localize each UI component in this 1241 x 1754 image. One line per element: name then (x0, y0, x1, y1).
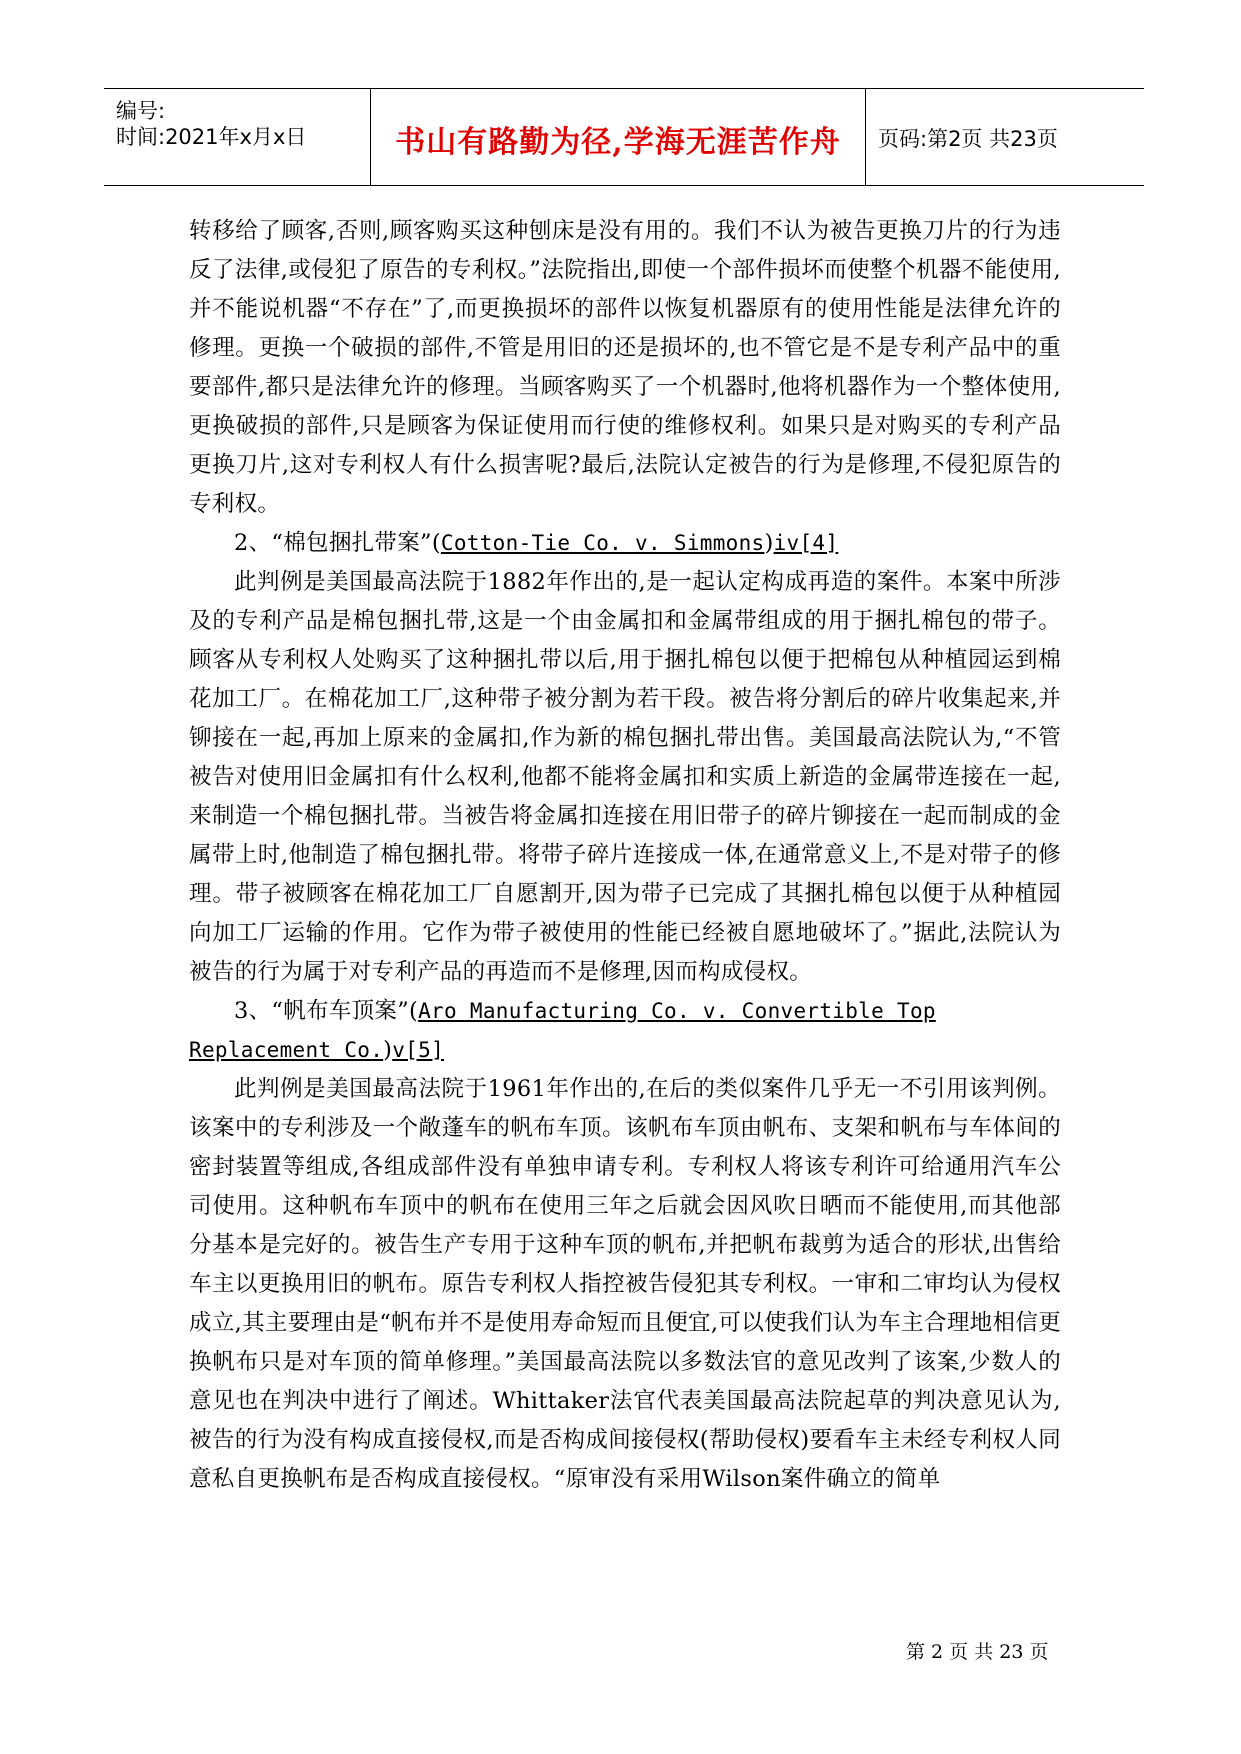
case-heading-3-cont (189, 1031, 1061, 1070)
case-heading-2-prefix: 2、“棉包捆扎带案”( (234, 530, 441, 556)
case-heading-3-close: ) (383, 1037, 393, 1063)
case-heading-3-prefix: 3、“帆布车顶案”( (234, 998, 419, 1024)
case-heading-2 (189, 524, 1061, 563)
case-name-link-3a[interactable]: Aro Manufacturing Co. v. Convertible Top (418, 999, 936, 1023)
page-footer: 第 2 页 共 23 页 (906, 1641, 1049, 1663)
footnote-ref-link-2[interactable]: iv[4] (773, 531, 839, 555)
case-heading-3 (189, 992, 1061, 1031)
case-heading-2-close: ) (764, 530, 774, 556)
case-name-link-3b[interactable]: Replacement Co. (189, 1038, 384, 1062)
case-name-link-2[interactable]: Cotton-Tie Co. v. Simmons (440, 531, 765, 555)
header-motto: 书山有路勤为径,学海无涯苦作舟 (395, 125, 841, 160)
paragraph-continued: 转移给了顾客,否则,顾客购买这种刨床是没有用的。我们不认为被告更换刀片的行为违反了法律,或侵犯了原告的专利权。”法院指出,即使一个部件损坏而使整个机器不能使用,并不能说机器“不存在”了,而更换损坏的部件以恢复机器原有的使用性能是法律允许的修理。更换一个破损的部件,不管是用旧的还是损坏的,也不管它是不是专利产品中的重要部件,都只是法律允许的修理。当顾客购买了一个机器时,他将机器作为一个整体使用,更换破损的部件,只是顾客为保证使用而行使的维修权利。如果只是对购买的专利产品更换刀片,这对专利权人有什么损害呢?最后,法院认定被告的行为是修理,不侵犯原告的专利权。 (189, 218, 1061, 517)
header-meta-cell (104, 89, 370, 185)
header-motto-cell (370, 89, 866, 185)
header-page-label: 页码:第2页 共23页 (878, 127, 1058, 151)
footnote-ref-link-3[interactable]: v[5] (392, 1038, 445, 1062)
document-number-label: 编号: (116, 99, 166, 123)
document-body (189, 212, 1061, 1499)
header-page-cell (866, 89, 1144, 185)
paragraph-case-3: 此判例是美国最高法院于1961年作出的,在后的类似案件几乎无一不引用该判例。该案中的专利涉及一个敞蓬车的帆布车顶。该帆布车顶由帆布、支架和帆布与车体间的密封装置等组成,各组成部件没有单独申请专利。专利权人将该专利许可给通用汽车公司使用。这种帆布车顶中的帆布在使用三年之后就会因风吹日晒而不能使用,而其他部分基本是完好的。被告生产专用于这种车顶的帆布,并把帆布裁剪为适合的形状,出售给车主以更换用旧的帆布。原告专利权人指控被告侵犯其专利权。一审和二审均认为侵权成立,其主要理由是“帆布并不是使用寿命短而且便宜,可以使我们认为车主合理地相信更换帆布只是对车顶的简单修理。”美国最高法院以多数法官的意见改判了该案,少数人的意见也在判决中进行了阐述。Whittaker法官代表美国最高法院起草的判决意见认为,被告的行为没有构成直接侵权,而是否构成间接侵权(帮助侵权)要看车主未经专利权人同意私自更换帆布是否构成直接侵权。“原审没有采用Wilson案件确立的简单 (189, 1076, 1061, 1492)
document-time-label: 时间:2021年x月x日 (116, 125, 307, 149)
paragraph-case-2: 此判例是美国最高法院于1882年作出的,是一起认定构成再造的案件。本案中所涉及的专利产品是棉包捆扎带,这是一个由金属扣和金属带组成的用于捆扎棉包的带子。顾客从专利权人处购买了这种捆扎带以后,用于捆扎棉包以便于把棉包从种植园运到棉花加工厂。在棉花加工厂,这种带子被分割为若干段。被告将分割后的碎片收集起来,并铆接在一起,再加上原来的金属扣,作为新的棉包捆扎带出售。美国最高法院认为,“不管被告对使用旧金属扣有什么权利,他都不能将金属扣和实质上新造的金属带连接在一起,来制造一个棉包捆扎带。当被告将金属扣连接在用旧带子的碎片铆接在一起而制成的金属带上时,他制造了棉包捆扎带。将带子碎片连接成一体,在通常意义上,不是对带子的修理。带子被顾客在棉花加工厂自愿割开,因为带子已完成了其捆扎棉包以便于从种植园向加工厂运输的作用。它作为带子被使用的性能已经被自愿地破坏了。”据此,法院认为被告的行为属于对专利产品的再造而不是修理,因而构成侵权。 (189, 569, 1061, 985)
header-table (104, 88, 1144, 186)
